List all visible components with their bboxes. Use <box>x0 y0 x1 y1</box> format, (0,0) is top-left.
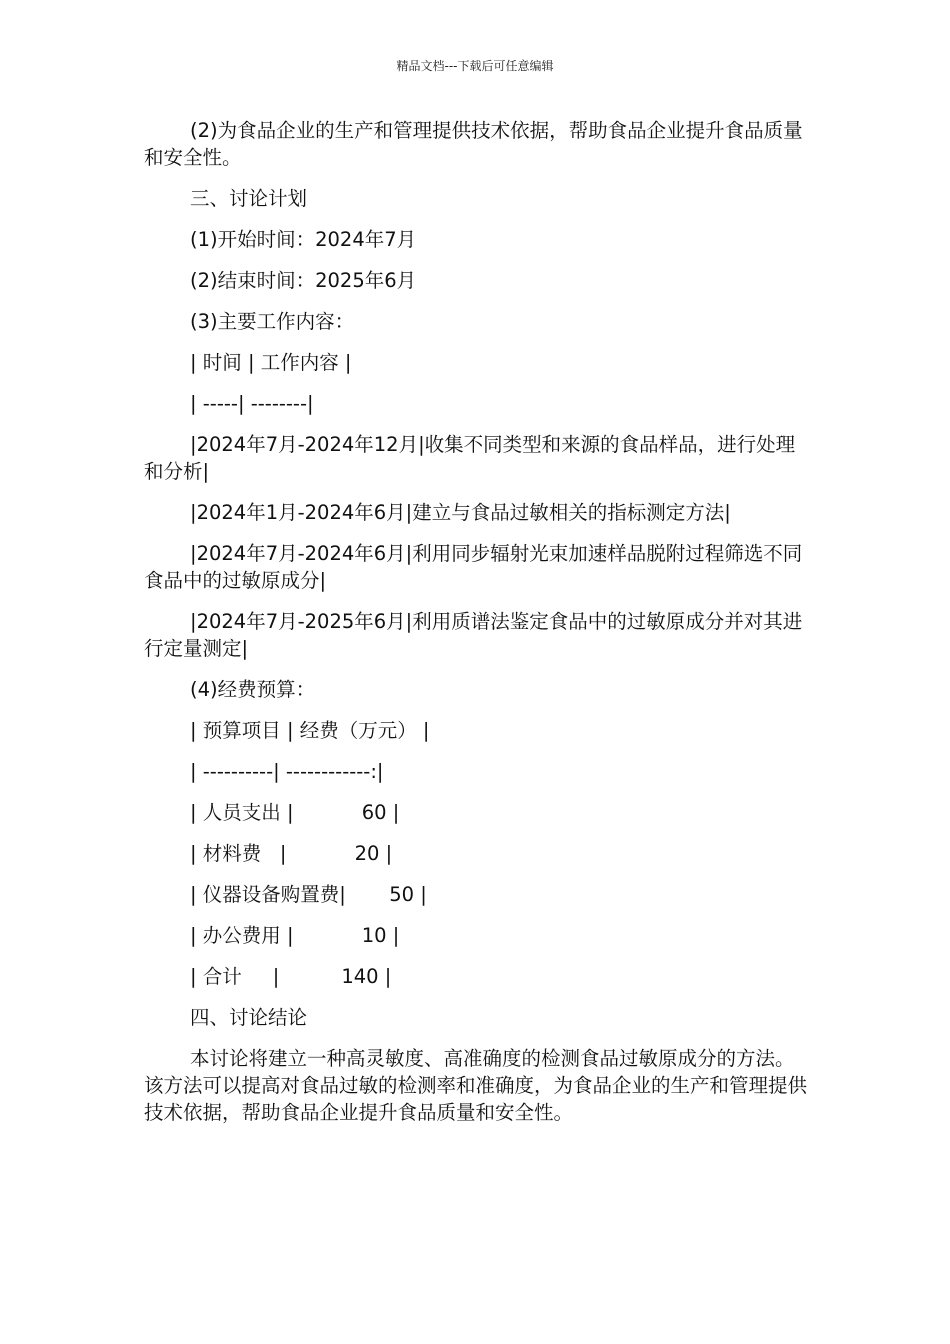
schedule-row: |2024年1月-2024年6月|建立与食品过敏相关的指标测定方法| <box>190 501 731 524</box>
document-body <box>144 117 808 1140</box>
work-content-heading: (3)主要工作内容： <box>190 310 355 333</box>
section-heading-plan: 三、讨论计划 <box>190 187 308 210</box>
budget-row: | 材料费 | 20 | <box>190 842 393 865</box>
goal-paragraph: (2)为食品企业的生产和管理提供技术依据，帮助食品企业提升食品质量和安全性。 <box>144 119 803 169</box>
budget-row: | 仪器设备购置费| 50 | <box>190 883 427 906</box>
budget-total-row: | 合计 | 140 | <box>190 965 392 988</box>
budget-heading: (4)经费预算： <box>190 678 316 701</box>
schedule-table-separator: | -----| --------| <box>190 392 314 415</box>
start-time: (1)开始时间：2024年7月 <box>190 228 417 251</box>
end-time: (2)结束时间：2025年6月 <box>190 269 417 292</box>
budget-table-separator: | ----------| ------------:| <box>190 760 384 783</box>
schedule-table-header: | 时间 | 工作内容 | <box>190 351 352 374</box>
schedule-row: |2024年7月-2025年6月|利用质谱法鉴定食品中的过敏原成分并对其进行定量测定| <box>144 610 803 660</box>
schedule-row: |2024年7月-2024年6月|利用同步辐射光束加速样品脱附过程筛选不同食品中的过敏原成分| <box>144 542 803 592</box>
budget-table-header: | 预算项目 | 经费（万元） | <box>190 719 430 742</box>
section-heading-conclusion: 四、讨论结论 <box>190 1006 308 1029</box>
budget-row: | 办公费用 | 10 | <box>190 924 400 947</box>
schedule-row: |2024年7月-2024年12月|收集不同类型和来源的食品样品，进行处理和分析| <box>144 433 796 483</box>
conclusion-paragraph: 本讨论将建立一种高灵敏度、高准确度的检测食品过敏原成分的方法。该方法可以提高对食品过敏的检测率和准确度，为食品企业的生产和管理提供技术依据，帮助食品企业提升食品质量和安全性。 <box>144 1047 808 1124</box>
page-header: 精品文档---下载后可任意编辑 <box>396 59 554 73</box>
budget-row: | 人员支出 | 60 | <box>190 801 400 824</box>
